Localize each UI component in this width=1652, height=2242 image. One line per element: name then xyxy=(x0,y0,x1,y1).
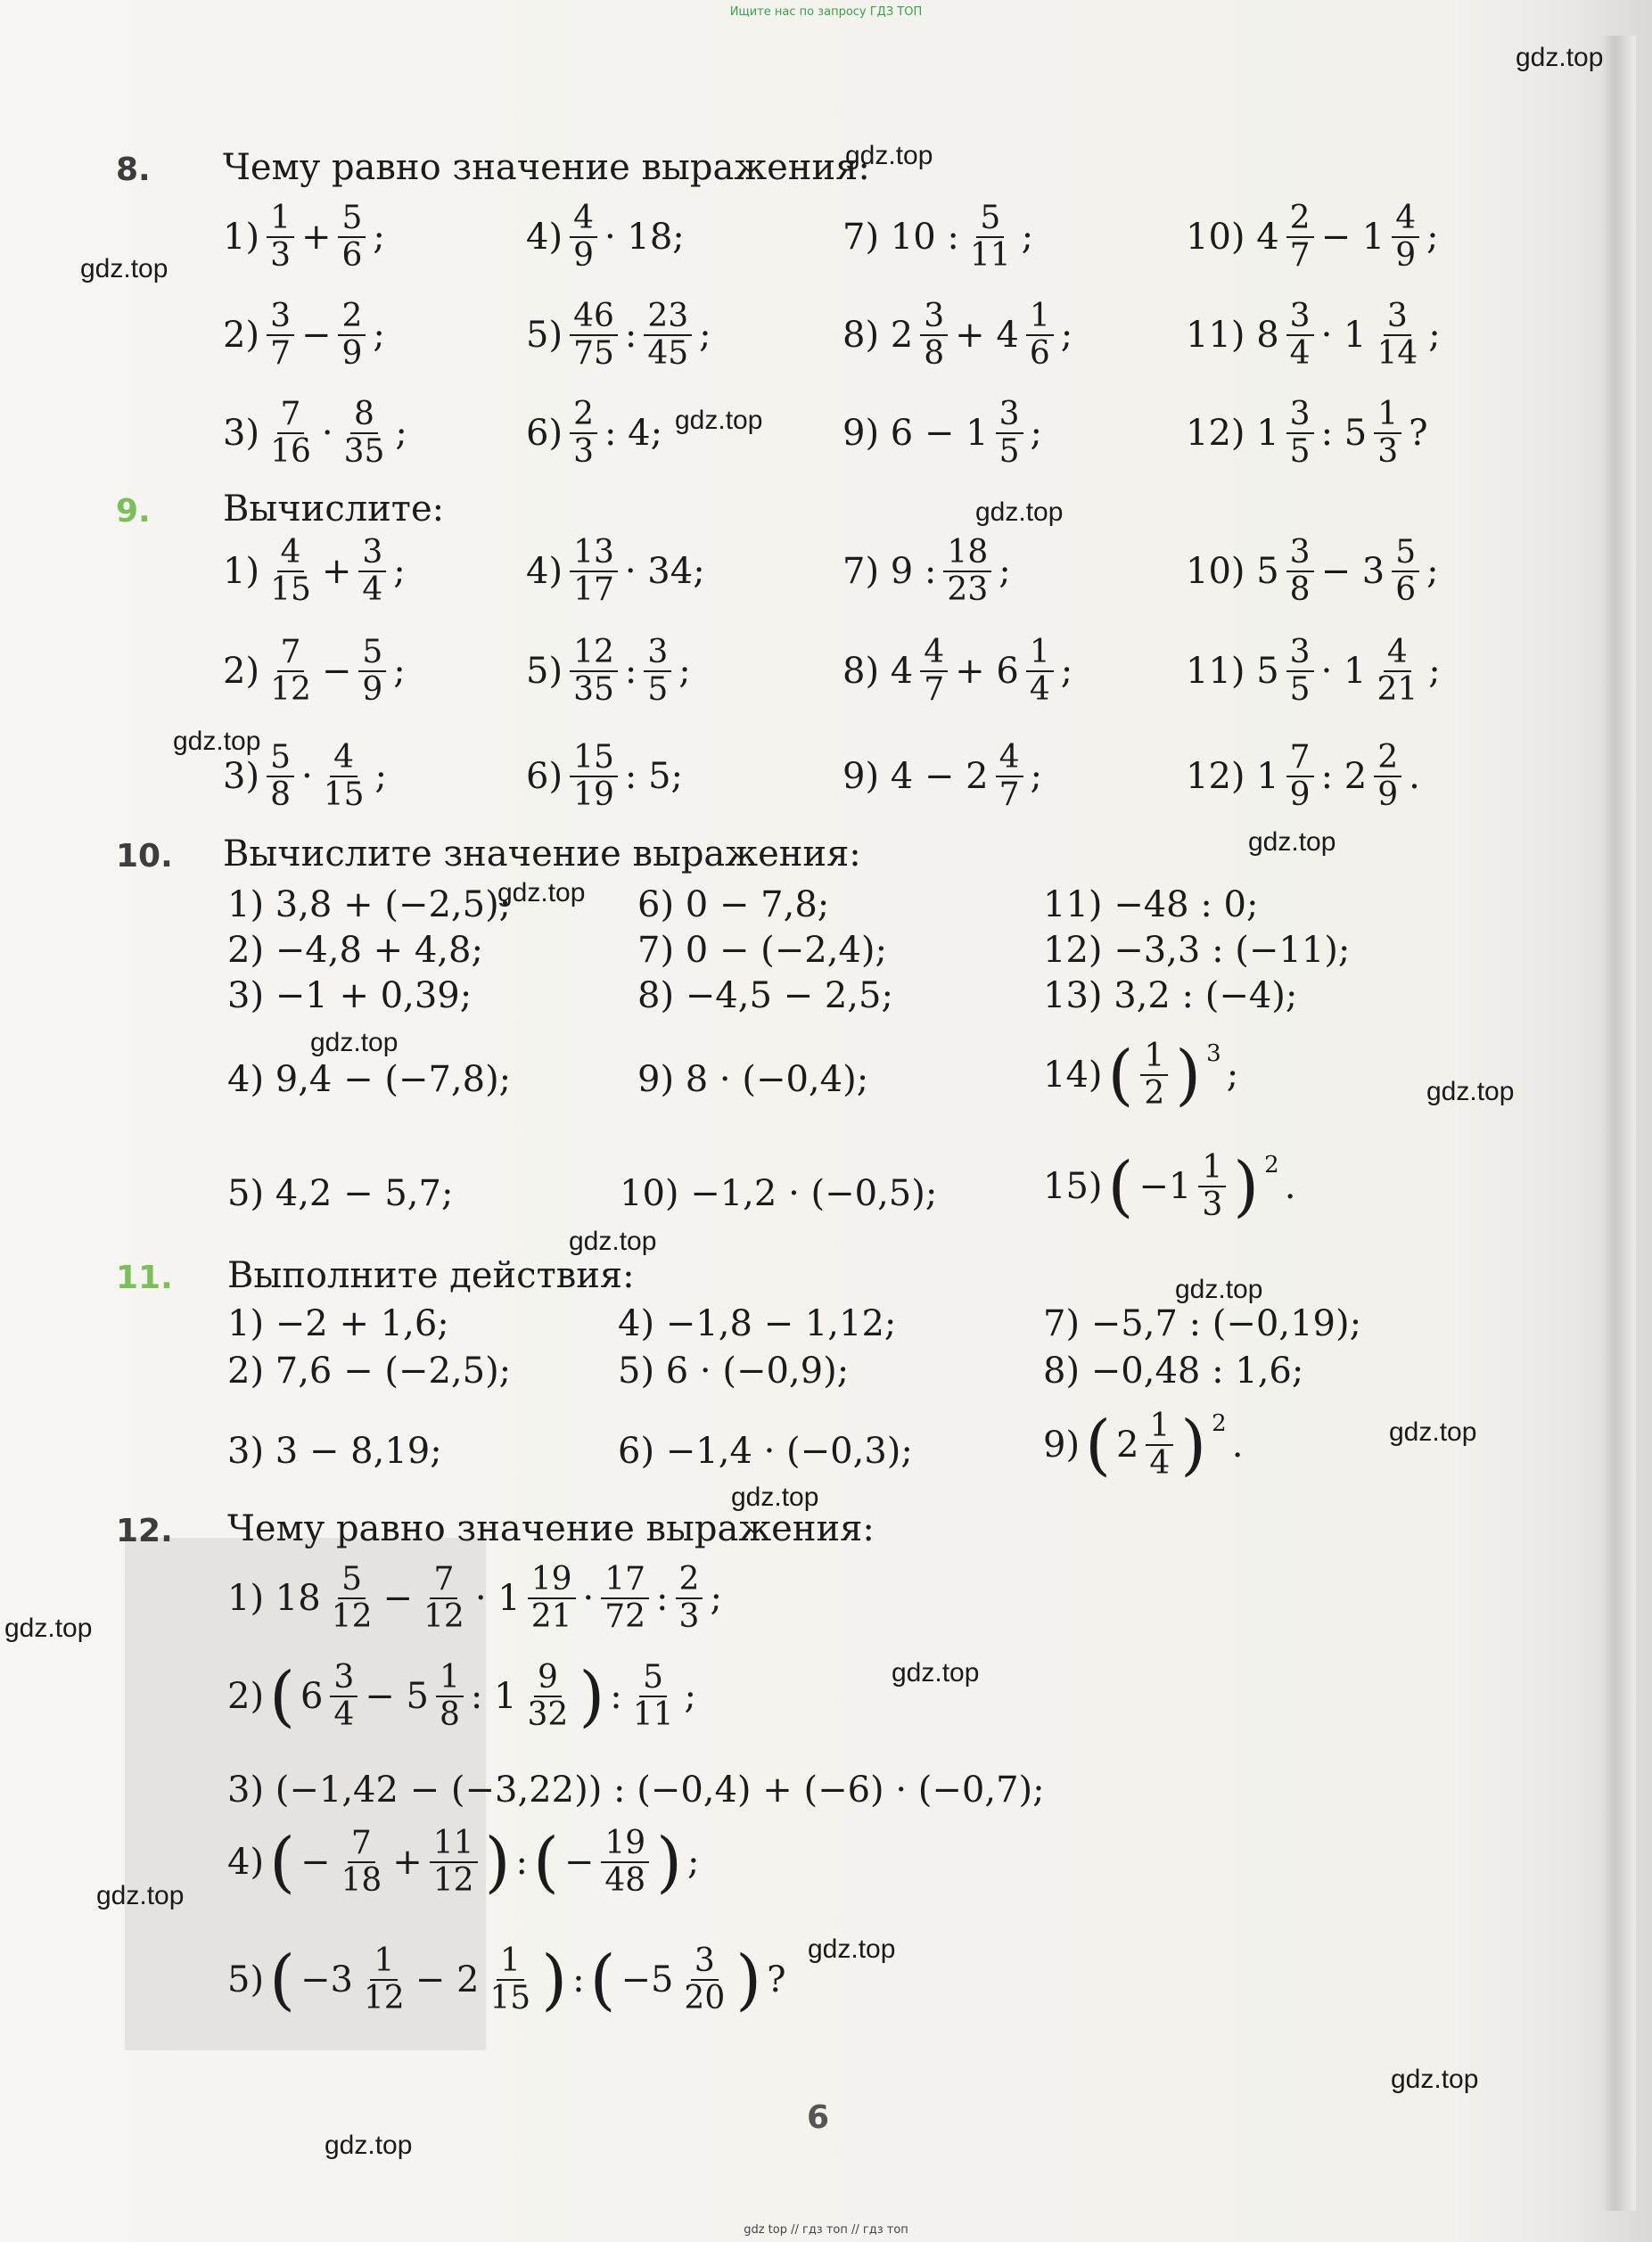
expression: 2) −4,8 + 4,8; xyxy=(227,930,483,971)
expression: 4) 13 17 · 34; xyxy=(526,534,705,608)
watermark: gdz.top xyxy=(80,254,168,283)
expression: 7) −5,7 : (−0,19); xyxy=(1043,1303,1362,1344)
page-fold xyxy=(1600,36,1636,2211)
task-title: Вычислите: xyxy=(223,489,445,530)
task-number: 9. xyxy=(116,493,151,530)
task-title: Чему равно значение выражения: xyxy=(223,147,870,188)
expression: 8) 4 4 7 + 6 1 4 ; xyxy=(842,634,1073,708)
watermark: gdz.top xyxy=(1175,1275,1263,1304)
task-number: 11. xyxy=(116,1260,173,1296)
expression: 11) 8 3 4 · 1 3 14 ; xyxy=(1186,298,1441,372)
page-number: 6 xyxy=(807,2099,830,2136)
watermark: gdz.top xyxy=(892,1658,980,1688)
expression: 2) ( 6 3 4 − 5 1 8 : 1 9 32 ) : 5 11 ; xyxy=(227,1657,696,1735)
task-number: 12. xyxy=(116,1513,173,1549)
expression: 9) 4 − 2 4 7 ; xyxy=(842,739,1043,813)
watermark: gdz.top xyxy=(569,1227,657,1256)
expression: 10) −1,2 · (−0,5); xyxy=(620,1173,938,1214)
task-title: Чему равно значение выражения: xyxy=(227,1508,875,1549)
watermark: gdz.top xyxy=(173,727,261,756)
watermark: gdz.top xyxy=(808,1934,896,1964)
expression: 2) 7,6 − (−2,5); xyxy=(227,1351,512,1392)
expression: 1) −2 + 1,6; xyxy=(227,1303,449,1344)
expression: 10) 4 2 7 − 1 4 9 ; xyxy=(1186,200,1439,274)
expression: 12) −3,3 : (−11); xyxy=(1043,930,1351,971)
watermark: gdz.top xyxy=(1516,43,1604,72)
expression: 3) 7 16 · 8 35 ; xyxy=(223,396,407,470)
expression: 3) 5 8 · 4 15 ; xyxy=(223,739,387,813)
watermark: gdz.top xyxy=(310,1028,399,1057)
expression: 5) 46 75 : 23 45 ; xyxy=(526,298,711,372)
expression: 9) 6 − 1 3 5 ; xyxy=(842,396,1043,470)
expression: 7) 10 : 5 11 ; xyxy=(842,200,1034,274)
watermark: gdz.top xyxy=(675,406,763,435)
task-title: Выполните действия: xyxy=(227,1255,635,1296)
expression: 4) 4 9 · 18; xyxy=(526,200,685,274)
expression: 1) 1 3 + 5 6 ; xyxy=(223,200,385,274)
expression: 7) 0 − (−2,4); xyxy=(637,930,887,971)
expression: 9) 8 · (−0,4); xyxy=(637,1059,869,1100)
watermark: gdz.top xyxy=(1248,827,1336,857)
task-number: 10. xyxy=(116,838,173,875)
expression: 3) −1 + 0,39; xyxy=(227,975,473,1016)
expression: 2) 3 7 − 2 9 ; xyxy=(223,298,385,372)
expression: 8) −0,48 : 1,6; xyxy=(1043,1351,1304,1392)
bleed-through xyxy=(125,428,136,467)
expression: 4) −1,8 − 1,12; xyxy=(618,1303,897,1344)
watermark: gdz.top xyxy=(1426,1077,1515,1106)
expression: 2) 7 12 − 5 9 ; xyxy=(223,634,406,708)
expression: 4) 9,4 − (−7,8); xyxy=(227,1059,512,1100)
expression: 6) 15 19 : 5; xyxy=(526,739,683,813)
item-label: 14) xyxy=(1043,1054,1103,1096)
expression: 11) 5 3 5 · 1 4 21 ; xyxy=(1186,634,1441,708)
watermark: gdz.top xyxy=(4,1614,93,1643)
expression: 3) 3 − 8,19; xyxy=(227,1431,442,1472)
watermark: gdz.top xyxy=(1391,2065,1479,2094)
item-label: 15) xyxy=(1043,1165,1103,1207)
expression: 13) 3,2 : (−4); xyxy=(1043,975,1298,1016)
expression: 6) 0 − 7,8; xyxy=(637,884,830,925)
expression: 4) ( − 7 18 + 11 12 ) : ( − 19 48 ) ; xyxy=(227,1823,700,1901)
expression: 15) ( −1 1 3 ) 2 . xyxy=(1043,1147,1296,1225)
expression: 7) 9 : 18 23 ; xyxy=(842,534,1011,608)
expression: 8) −4,5 − 2,5; xyxy=(637,975,893,1016)
expression: 5) ( −3 1 12 − 2 1 15 ) : ( −5 3 20 ) ? xyxy=(227,1941,786,2018)
watermark: gdz.top xyxy=(731,1482,819,1512)
item-label: 9) xyxy=(1043,1424,1081,1466)
watermark: gdz.top xyxy=(845,141,933,170)
task-title: Вычислите значение выражения: xyxy=(223,834,861,875)
expression: 1) 4 15 + 3 4 ; xyxy=(223,534,406,608)
expression: 10) 5 3 8 − 3 5 6 ; xyxy=(1186,534,1439,608)
expression: 11) −48 : 0; xyxy=(1043,884,1259,925)
top-note: Ищите нас по запросу ГДЗ ТОП xyxy=(729,5,923,19)
watermark: gdz.top xyxy=(1389,1417,1477,1447)
watermark: gdz.top xyxy=(96,1881,185,1910)
expression: 8) 2 3 8 + 4 1 6 ; xyxy=(842,298,1073,372)
bottom-note: gdz top // гдз топ // гдз топ xyxy=(744,2223,908,2237)
task-number: 8. xyxy=(116,152,151,188)
expression: 12) 1 7 9 : 2 2 9 . xyxy=(1186,739,1420,813)
expression: 6) −1,4 · (−0,3); xyxy=(618,1431,913,1472)
watermark: gdz.top xyxy=(497,878,586,907)
expression: 12) 1 3 5 : 5 1 3 ? xyxy=(1186,396,1428,470)
watermark: gdz.top xyxy=(325,2131,413,2160)
expression: 3) (−1,42 − (−3,22)) : (−0,4) + (−6) · (−0,7); xyxy=(227,1770,1045,1811)
watermark: gdz.top xyxy=(975,497,1064,527)
expression: 5) 12 35 : 3 5 ; xyxy=(526,634,691,708)
expression: 5) 6 · (−0,9); xyxy=(618,1351,850,1392)
expression: 9) ( 2 1 4 ) 2 . xyxy=(1043,1406,1244,1483)
expression: 5) 4,2 − 5,7; xyxy=(227,1173,454,1214)
expression: 6) 2 3 : 4; xyxy=(526,396,663,470)
expression: 14) ( 1 2 ) 3 ; xyxy=(1043,1036,1239,1113)
expression: 1) 18 5 12 − 7 12 · 1 19 21 · 17 72 : 2 3 ; xyxy=(227,1561,722,1635)
expression: 1) 3,8 + (−2,5); xyxy=(227,884,512,925)
